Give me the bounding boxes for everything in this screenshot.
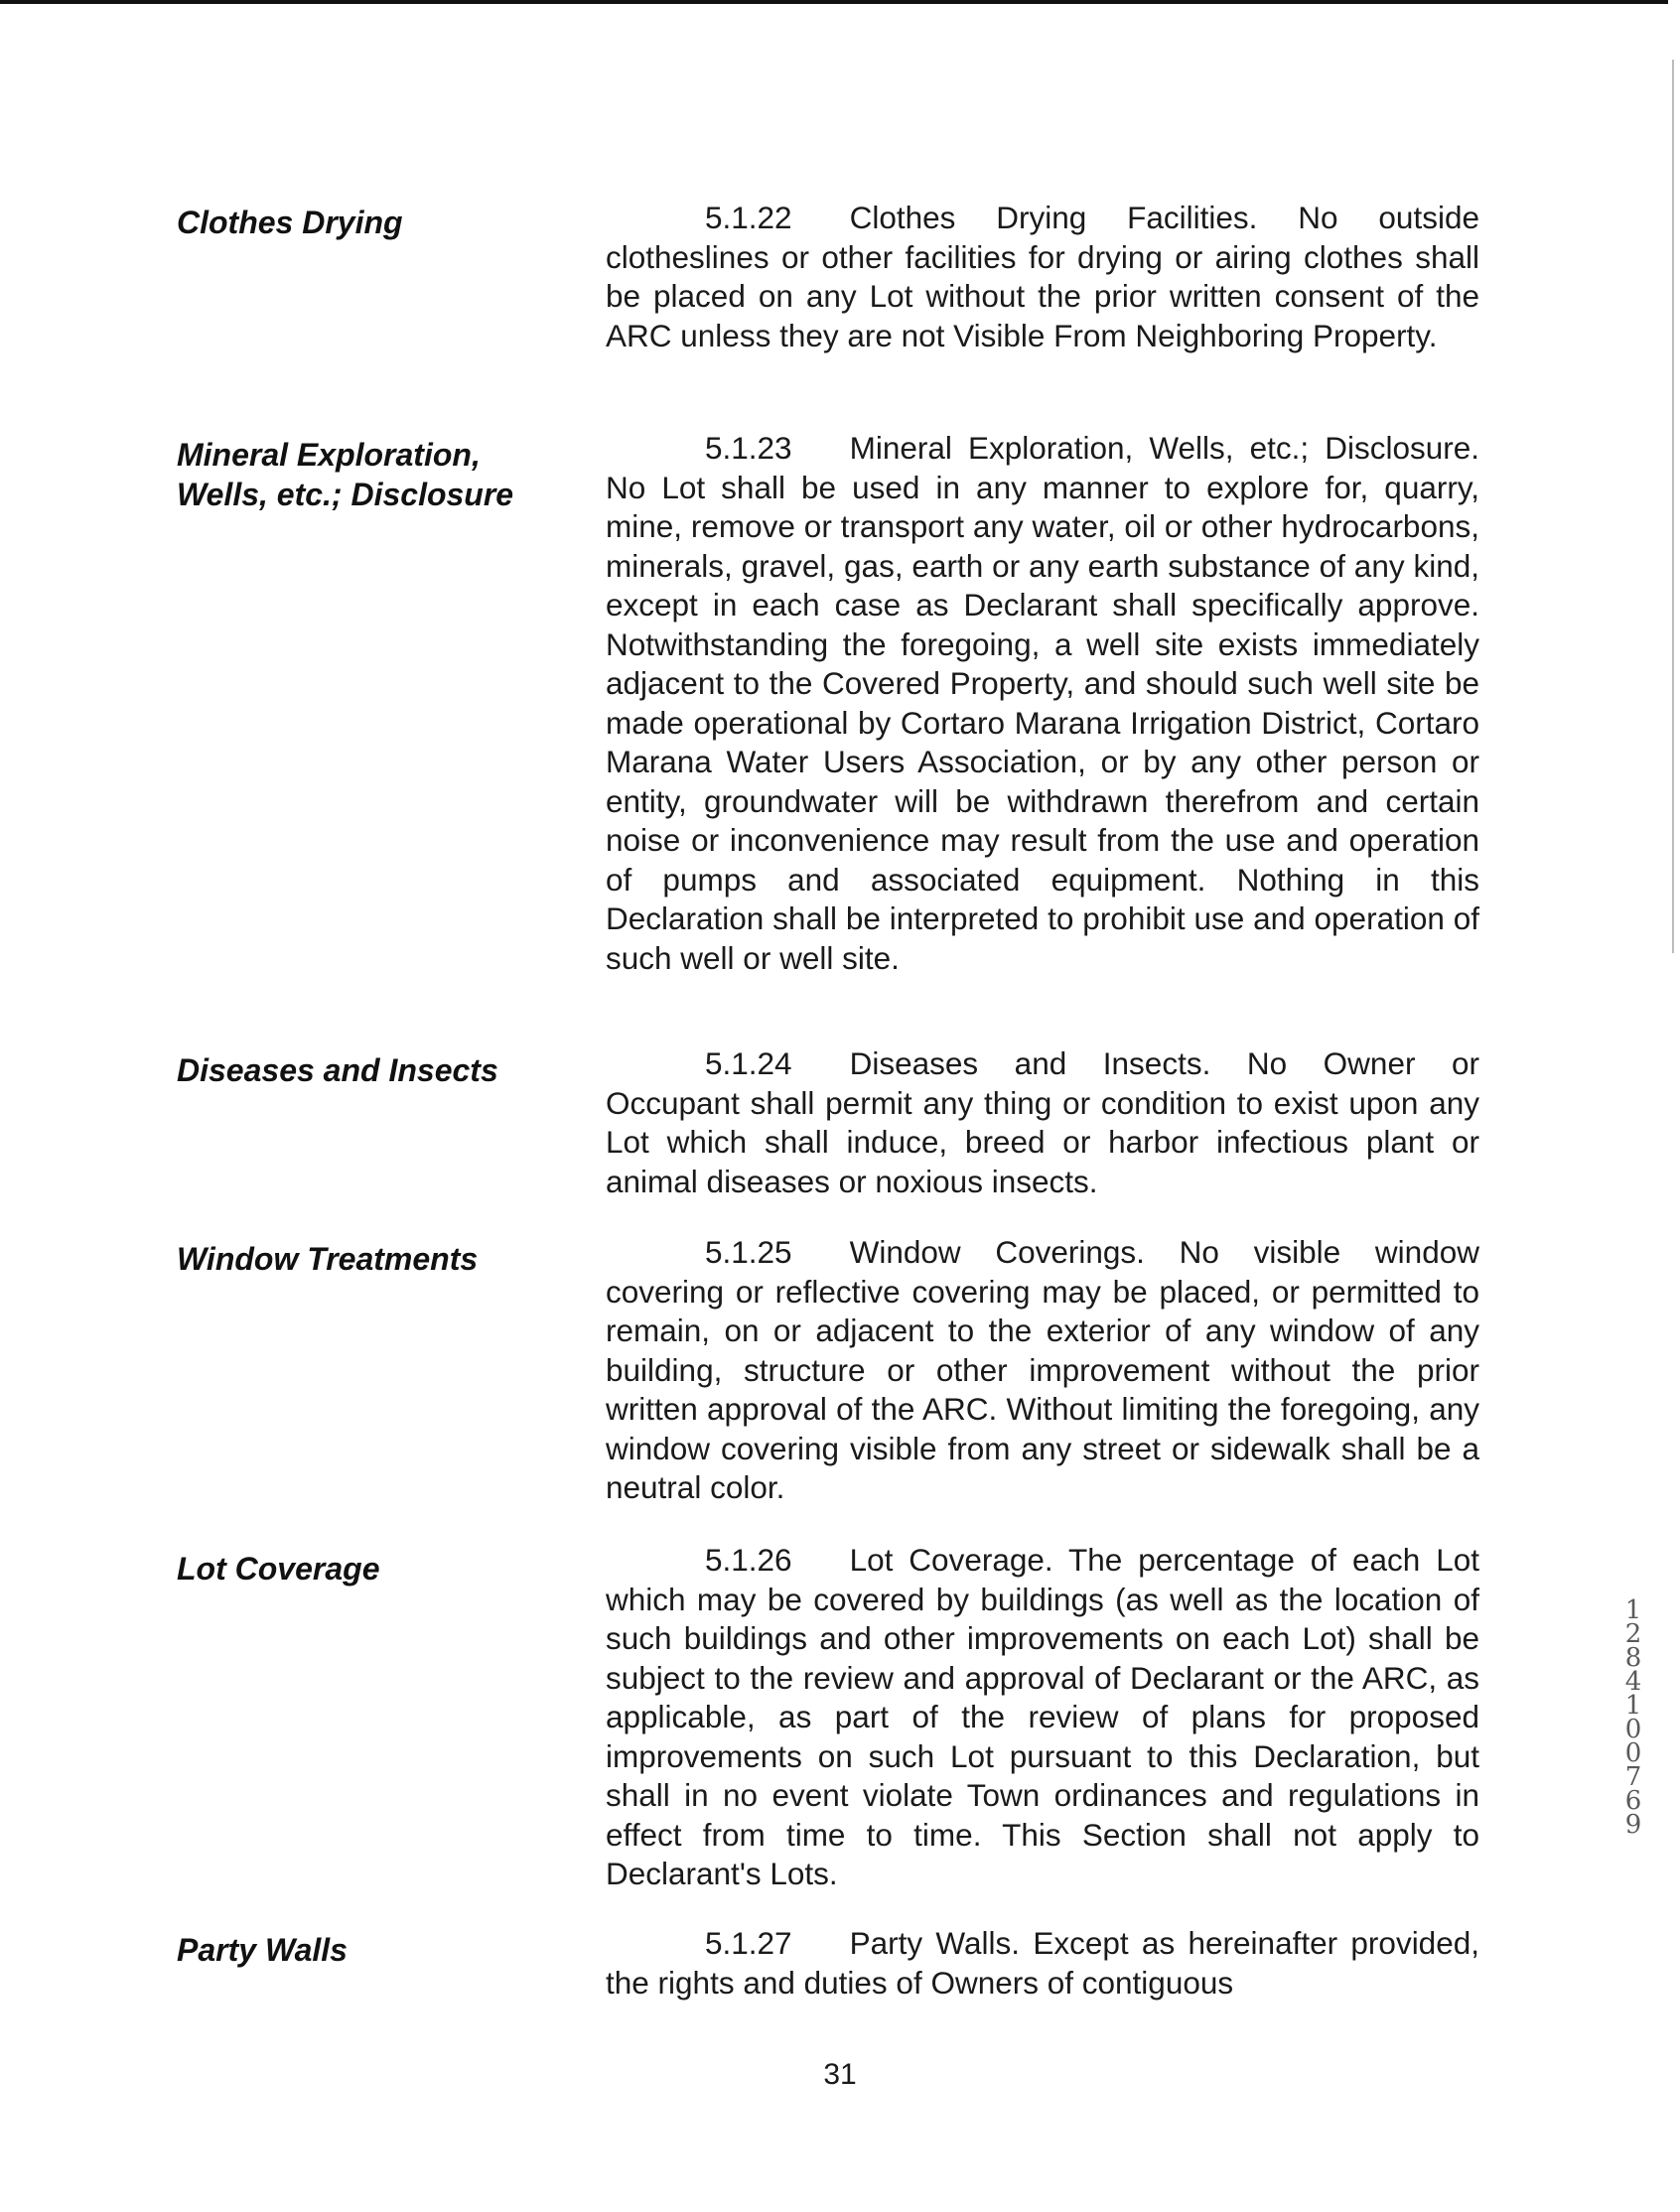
section-title-diseases-insects (177, 1050, 554, 1090)
top-border-line (0, 0, 1668, 4)
section-body-5-1-23 (606, 429, 1479, 978)
right-scan-edge (1672, 60, 1674, 953)
section-body-5-1-26 (606, 1541, 1479, 1894)
section-number: 5.1.25 (705, 1234, 792, 1270)
section-text: Mineral Exploration, Wells, etc.; Disclosure. No Lot shall be used in any manner to explore for, quarry, mine, remove or transport any water, oil or other hydrocarbons, minerals, gravel, gas, earth or any earth substance of any kind, except in each case as Declarant shall specifically approve. Notwithstanding the foregoing, a well site exists immediately adjacent to the Covered Property, and should such well site be made operational by Cortaro Marana Irrigation District, Cortaro Marana Water Users Association, or by any other person or entity, groundwater will be withdrawn therefrom and certain noise or inconvenience may result from the use and operation of pumps and associated equipment. Nothing in this Declaration shall be interpreted to prohibit use and operation of such well or well site. (606, 430, 1479, 976)
section-title-party-walls (177, 1930, 554, 1970)
section-body-5-1-25 (606, 1233, 1479, 1508)
section-text: Diseases and Insects. No Owner or Occupant shall permit any thing or condition to exist upon any Lot which shall induce, breed or harbor infectious plant or animal diseases or noxious insects. (606, 1045, 1479, 1199)
section-title-line: Wells, etc.; Disclosure (177, 477, 514, 512)
section-text: Window Coverings. No visible window covering or reflective covering may be placed, or permitted to remain, on or adjacent to the exterior of any window of any building, structure or other improvement without the prior written approval of the ARC. Without limiting the foregoing, any window covering visible from any street or sidewalk shall be a neutral color. (606, 1234, 1479, 1505)
recording-stamp: 12841 00769 (1624, 1595, 1642, 1840)
section-title-mineral-exploration (177, 435, 554, 514)
section-title-line: Clothes Drying (177, 205, 403, 240)
section-title-line: Party Walls (177, 1932, 348, 1968)
section-title-line: Diseases and Insects (177, 1052, 498, 1088)
section-title-line: Window Treatments (177, 1241, 479, 1277)
section-body-5-1-27 (606, 1924, 1479, 2003)
section-text: Party Walls. Except as hereinafter provided, the rights and duties of Owners of contiguous (606, 1925, 1479, 2001)
section-text: Lot Coverage. The percentage of each Lot which may be covered by buildings (as well as the location of such buildings and other improvements on each Lot) shall be subject to the review and approval of Declarant or the ARC, as applicable, as part of the review of plans for proposed improvements on such Lot pursuant to this Declaration, but shall in no event violate Town ordinances and regulations in effect from time to time. This Section shall not apply to Declarant's Lots. (606, 1542, 1479, 1891)
section-body-5-1-24 (606, 1044, 1479, 1201)
section-title-lot-coverage (177, 1549, 554, 1589)
section-title-window-treatments (177, 1239, 554, 1279)
section-number: 5.1.22 (705, 200, 792, 235)
section-title-clothes-drying (177, 203, 554, 242)
section-body-5-1-22 (606, 199, 1479, 355)
section-title-line: Mineral Exploration, (177, 437, 481, 473)
section-number: 5.1.26 (705, 1542, 792, 1578)
page-number: 31 (823, 2058, 857, 2091)
section-title-line: Lot Coverage (177, 1551, 380, 1587)
section-number: 5.1.24 (705, 1045, 792, 1081)
section-number: 5.1.27 (705, 1925, 792, 1961)
section-text: Clothes Drying Facilities. No outside clotheslines or other facilities for drying or airing clothes shall be placed on any Lot without the prior written consent of the ARC unless they are not Visible From Neighboring Property. (606, 200, 1479, 353)
section-number: 5.1.23 (705, 430, 792, 466)
